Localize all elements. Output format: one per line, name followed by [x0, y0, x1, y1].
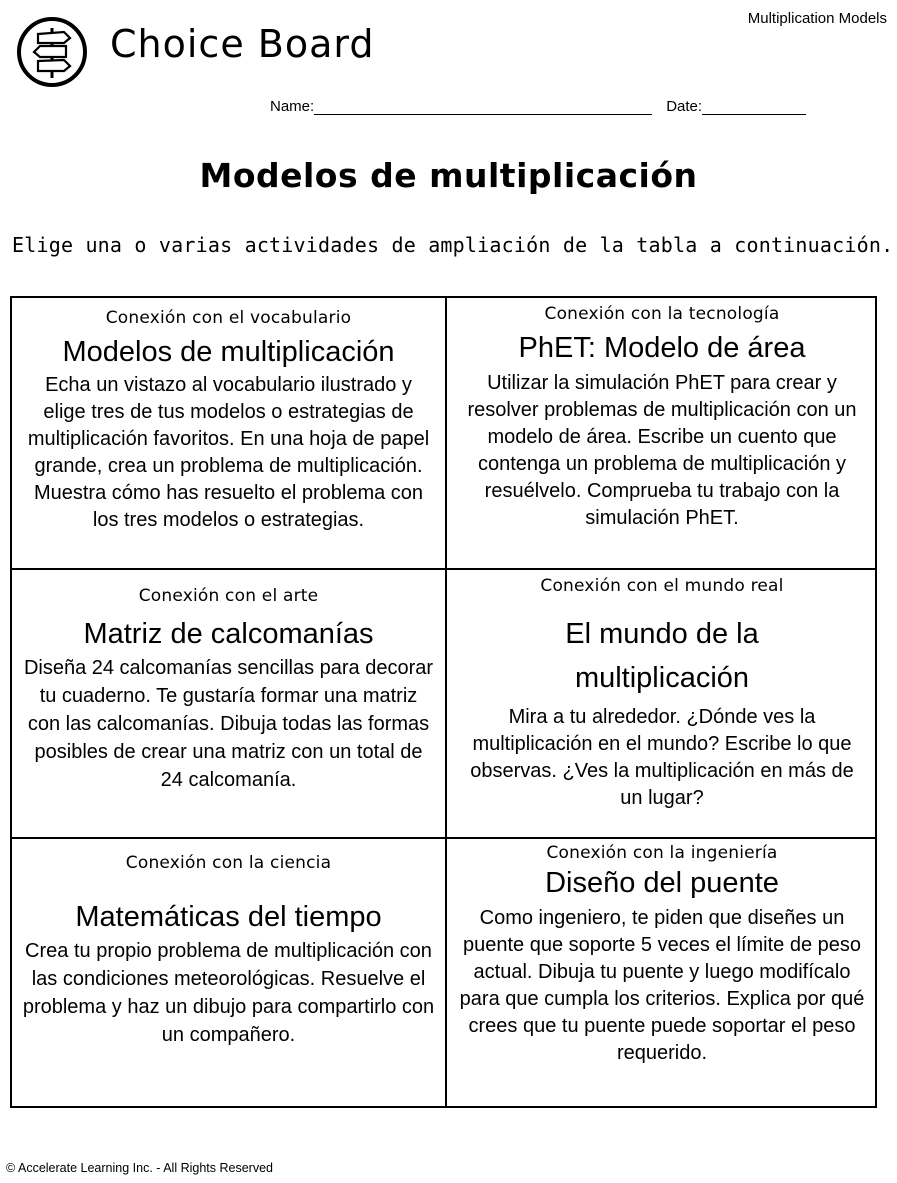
cell-title: Matemáticas del tiempo: [75, 901, 382, 933]
cell-category: Conexión con el arte: [138, 586, 319, 606]
choice-cell-engineering[interactable]: [447, 839, 877, 1108]
cell-title: Diseño del puente: [545, 867, 779, 899]
copyright-footer: © Accelerate Learning Inc. - All Rights Reserved: [6, 1161, 273, 1175]
choice-cell-real-world[interactable]: [447, 570, 877, 837]
cell-title: PhET: Modelo de área: [518, 332, 806, 364]
cell-category: Conexión con la tecnología: [544, 304, 780, 324]
date-field[interactable]: [702, 100, 806, 115]
cell-body: Utilizar la simulación PhET para crear y resolver problemas de multiplicación con un modelo de área. Escribe un cuento que contenga un problema de multiplicación y resuélvelo. Comprueba tu trabajo con la simulación PhET.: [467, 372, 857, 530]
page-title: Modelos de multiplicación: [199, 156, 698, 195]
cell-body: Mira a tu alrededor. ¿Dónde ves la multiplicación en el mundo? Escribe lo que observas. ¿Ves la multiplicación en más de un lugar?: [470, 706, 854, 809]
date-label: Date:: [666, 98, 703, 115]
cell-body: Diseña 24 calcomanías sencillas para decorar tu cuaderno. Te gustaría formar una matriz con las calcomanías. Dibuja todas las formas posibles de crear una matriz con un total de 24 calcomanía.: [23, 657, 434, 792]
document-series-label: Multiplication Models: [747, 10, 887, 27]
cell-body: Crea tu propio problema de multiplicación con las condiciones meteorológicas. Resuelve el problema y haz un dibujo para compartirlo con un compañero.: [22, 940, 435, 1047]
cell-category: Conexión con el mundo real: [540, 576, 784, 596]
name-date-line: [270, 98, 806, 115]
choice-board-grid: [10, 296, 877, 1108]
cell-body: Echa un vistazo al vocabulario ilustrado y elige tres de tus modelos o estrategias de multiplicación favoritos. En una hoja de papel grande, crea un problema de multiplicación. Muestra cómo has resuelto el problema con los tres modelos o estrategias.: [27, 374, 430, 532]
cell-category: Conexión con el vocabulario: [105, 308, 352, 328]
cell-body: Como ingeniero, te piden que diseñes un puente que soporte 5 veces el límite de peso actual. Dibuja tu puente y luego modifícalo para que cumpla los criterios. Explica por qué crees que tu puente puede soportar el peso requerido.: [459, 907, 865, 1065]
name-label: Name:: [270, 98, 315, 115]
choice-cell-art[interactable]: [12, 570, 445, 837]
choice-cell-vocabulary[interactable]: [12, 298, 445, 568]
cell-category: Conexión con la ingeniería: [546, 843, 778, 863]
cell-title: Matriz de calcomanías: [83, 618, 374, 650]
cell-title: El mundo de la multiplicación: [565, 618, 759, 694]
name-field[interactable]: [314, 100, 652, 115]
cell-category: Conexión con la ciencia: [125, 853, 332, 873]
instructions: Elige una o varias actividades de ampliación de la tabla a continuación.: [12, 233, 894, 257]
signpost-circle-icon: [16, 16, 88, 88]
choice-cell-science[interactable]: [12, 839, 445, 1108]
cell-title: Modelos de multiplicación: [62, 336, 395, 368]
board-title: Choice Board: [110, 22, 375, 66]
choice-cell-technology[interactable]: [447, 298, 877, 568]
